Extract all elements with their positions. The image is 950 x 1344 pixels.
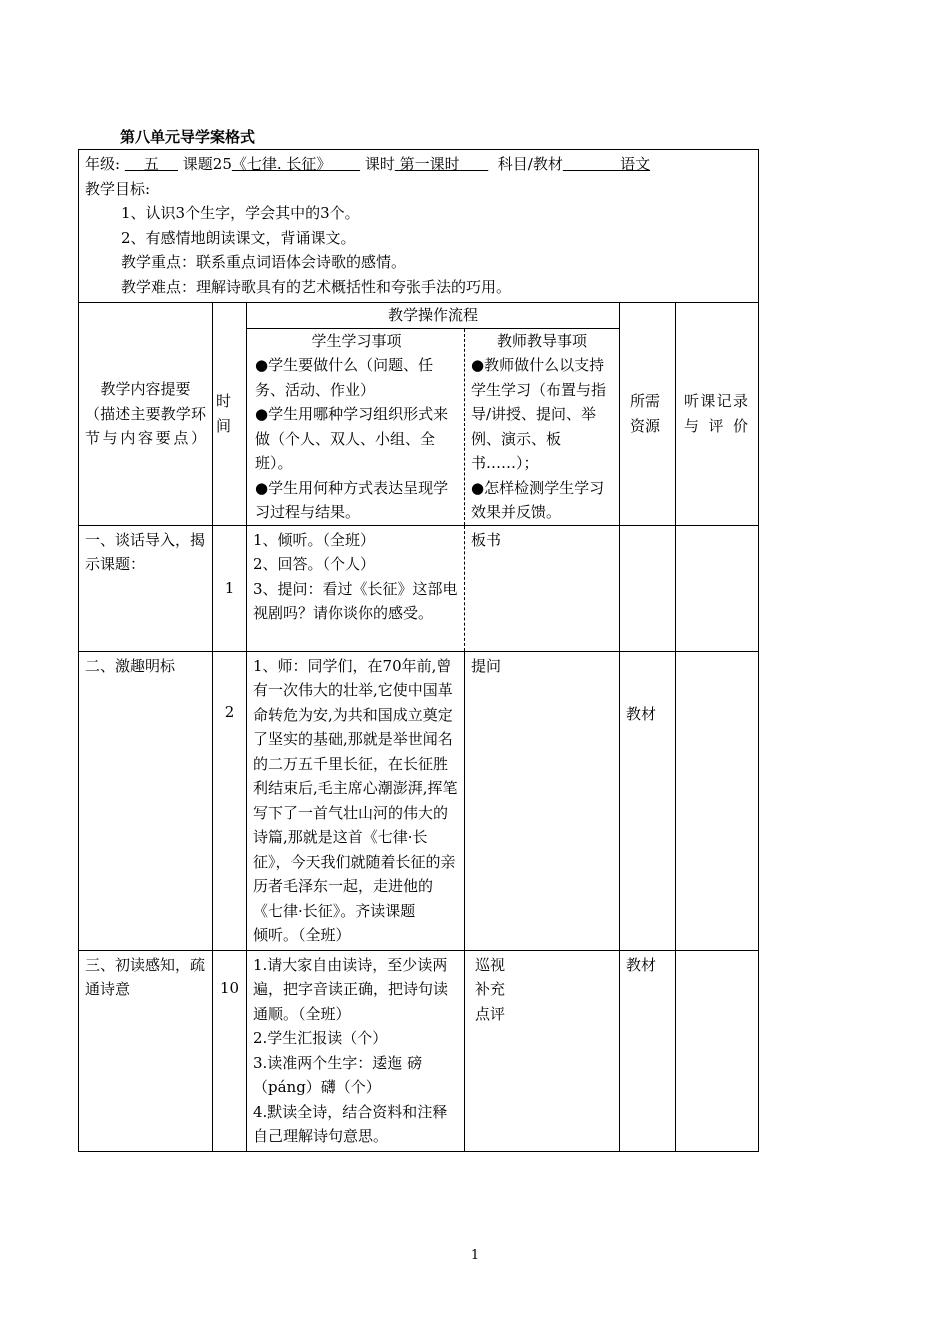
- row-resources: 教材: [620, 651, 676, 950]
- table-row: [79, 950, 759, 1151]
- subject-value: 语文: [620, 155, 651, 173]
- student-bullet: ●学生用哪种学习组织形式来做（个人、双人、小组、全班）。: [255, 405, 449, 472]
- row-time: 2: [213, 651, 247, 950]
- document-title: 第八单元导学案格式: [120, 128, 256, 146]
- row-content: 一、谈话导入，揭示课题：: [79, 525, 213, 651]
- time-column-header: 时间: [213, 303, 247, 526]
- key-point: 教学重点：联系重点词语体会诗歌的感情。: [121, 253, 407, 271]
- lesson-plan-table: [78, 149, 759, 1152]
- row-content: 三、初读感知，疏通诗意: [79, 950, 213, 1151]
- objective-item: 1、认识3个生字，学会其中的3个。: [121, 204, 360, 222]
- teacher-bullet: ●怎样检测学生学习效果并反馈。: [471, 478, 605, 521]
- header-block: [79, 150, 759, 303]
- row-notes: [676, 525, 759, 651]
- row-time: 10: [213, 950, 247, 1151]
- objective-item: 2、有感情地朗读课文，背诵课文。: [121, 228, 356, 247]
- flow-column-header: 教学操作流程: [247, 303, 620, 329]
- row-teacher: 巡视 补充 点评: [465, 950, 620, 1151]
- row-student: 1、倾听。（全班） 2、回答。（个人） 3、提问：看过《长征》这部电视剧吗？请你谈你的感受。: [247, 525, 465, 651]
- teacher-column-header: 教师教导事项 ●教师做什么以支持学生学习（布置与指导/讲授、提问、举例、演示、板书……）； ●怎样检测学生学习效果并反馈。: [465, 328, 620, 525]
- student-bullet: ●学生用何种方式表达呈现学习过程与结果。: [255, 478, 449, 521]
- grade-value: 五: [143, 155, 159, 173]
- grade-label: 年级:: [85, 155, 121, 173]
- table-row: [79, 525, 759, 651]
- topic-label: 课题25: [182, 155, 232, 173]
- subject-label: 科目/教材: [497, 155, 563, 173]
- student-column-header: 学生学习事项 ●学生要做什么（问题、任务、活动、作业） ●学生用哪种学习组织形式来做（个人、双人、小组、全班）。 ●学生用何种方式表达呈现学习过程与结果。: [247, 328, 465, 525]
- row-teacher: 板书: [465, 525, 620, 651]
- row-notes: [676, 651, 759, 950]
- student-bullet: ●学生要做什么（问题、任务、活动、作业）: [255, 356, 434, 399]
- table-row: [79, 651, 759, 950]
- resources-column-header: 所需资源: [620, 303, 676, 526]
- notes-column-header: 听课记录与评价: [676, 303, 759, 526]
- teacher-bullet: ●教师做什么以支持学生学习（布置与指导/讲授、提问、举例、演示、板书……）；: [471, 356, 607, 472]
- row-student: 1.请大家自由读诗，至少读两遍，把字音读正确，把诗句读通顺。（全班） 2.学生汇报读（个） 3.读准两个生字：逶迤 磅（páng）礴（个） 4.默读全诗，结合资料和注释自己理解诗句意思。: [247, 950, 465, 1151]
- row-teacher: 提问: [465, 651, 620, 950]
- header-line: [85, 152, 752, 177]
- row-resources: [620, 525, 676, 651]
- row-notes: [676, 950, 759, 1151]
- row-resources: 教材: [620, 950, 676, 1151]
- difficulty-point: 教学难点：理解诗歌具有的艺术概括性和夸张手法的巧用。: [121, 277, 512, 296]
- period-label: 课时: [364, 155, 395, 173]
- content-column-header: 教学内容提要 （描述主要教学环节与内容要点）: [79, 303, 213, 526]
- objectives-label: 教学目标:: [85, 179, 151, 198]
- period-value: 第一课时: [399, 155, 460, 173]
- row-student: 1、师：同学们，在70年前,曾有一次伟大的壮举,它使中国革命转危为安,为共和国成立奠定了坚实的基础,那就是举世闻名的二万五千里长征，在长征胜利结束后,毛主席心潮澎湃,挥笔写下了一首气壮山河的伟大的诗篇,那就是这首《七律·长征》，今天我们就随着长征的亲历者毛泽东一起，走进他的《七律·长征》。齐读课题 倾听。（全班）: [247, 651, 465, 950]
- row-time: 1: [213, 525, 247, 651]
- topic-value: 《七律. 长征》: [231, 155, 332, 173]
- row-content: 二、激趣明标: [79, 651, 213, 950]
- page-number: 1: [470, 1248, 480, 1263]
